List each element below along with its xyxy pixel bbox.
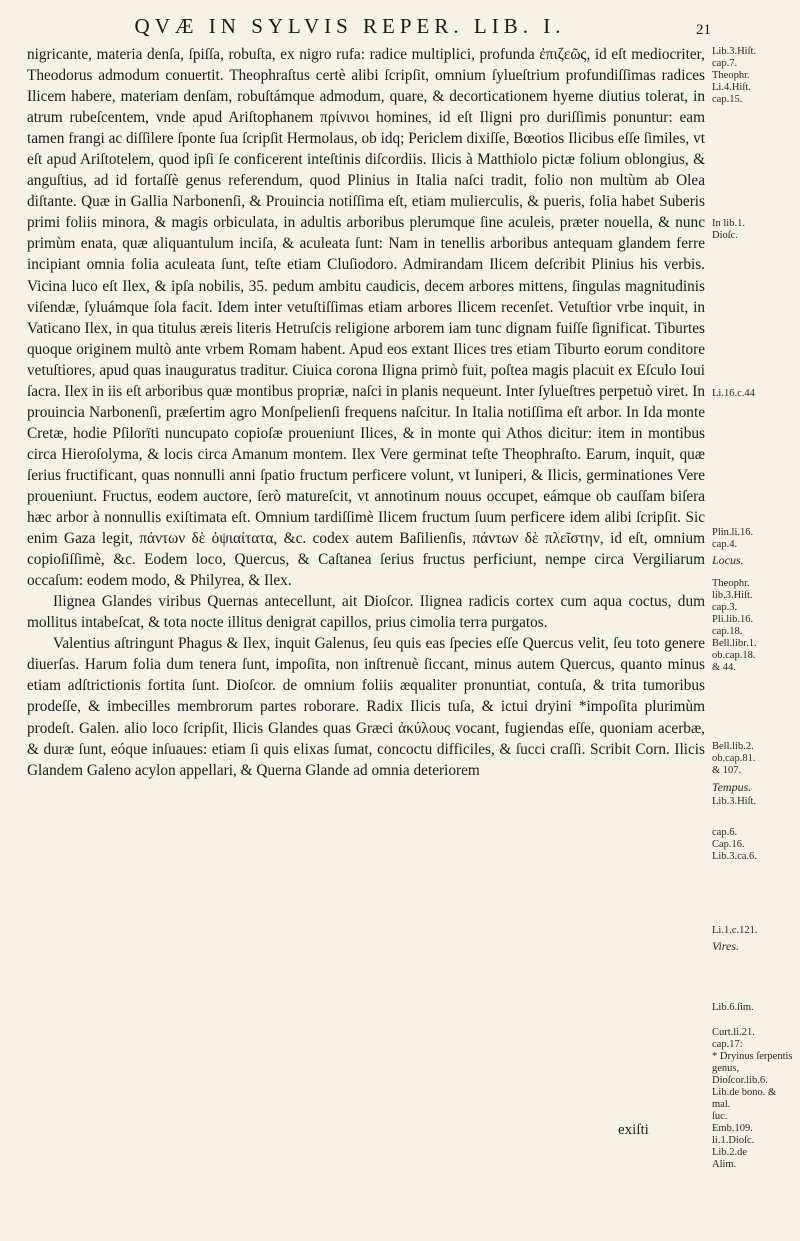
margin-note-line: Bell.libr.1. [712,638,757,649]
margin-note-line: cap.4. [712,539,738,550]
margin-note-line: Vires. [712,939,739,953]
margin-note [712,827,794,863]
margin-note-line: lib.3.Hiſt. [712,590,753,601]
page-number: 21 [696,22,711,38]
running-head: QVÆ IN SYLVIS REPER. LIB. I. [134,14,566,38]
margin-note-line: Lib.6.ſim. [712,1002,754,1013]
margin-note [712,554,794,566]
margin-note [712,218,794,242]
paragraph: nigricante, materia denſa, ſpiſſa, robuſta, ex nigro rufa: radice multiplici, profunda ἐπιζεῶς, id eſt mediocriter, Theodorus admodum conuertit. Theophraſtus certè alibi ſcripſit, omnium ſylueſtrium profundiſſimas radices Ilicem habere, materiam denſam, robuſtámque admodum, quare, & decorticationem hyeme diutius tolerat, in atrum rubeſcentem, vnde apud Ariſtophanem πρίνινοι homines, id eſt Iligni pro duriſſimis ponuntur: eam tamen frangi ac diſſilere ſponte ſua ſcripſit Hermolaus, ob idq; Periclem dixiſſe, Bœotios Ilicibus eſſe ſimiles, vt eſt apud Ariſtotelem, quod ipſi ſe conficerent inteſtinis diſcordiis. Ilicis à Matthiolo pictæ folium oblongius, & anguſtius, ad id fortaſſè genus referendum, quod Plinius in Italia naſci tradit, folio non multùm ab Olea diſtante. Quæ in Gallia Narbonenſi, & Prouincia notiſſima eſt, etiam mulierculis, & pueris, folia habet Suberis primi foliis minora, & magis orbiculata, in adultis arboribus plerumque ſine aculeis, præter nouella, & nunc primùm enata, quæ aliquantulum inciſa, & aculeata ſunt: Nam in tenellis arboribus antequam glandem ferre incipiant omnia folia aculeata ſunt, teſte etiam Cluſiodoro. Admirandam Ilicem deſcribit Plinius his verbis. Vicina luco eſt Ilex, & ipſa nobilis, 35. pedum ambitu caudicis, decem arbores mittens, ſingulas magnitudinis viſendæ, ſyluámque ſola facit. Idem inter vetuſtiſſimas etiam arbores Ilicem recenſet. Vetuſtior vrbe inquit, in Vaticano Ilex, in qua titulus æreis literis Hetruſcis religione arborem iam tunc dignam fuiſſe ſignificat. Tiburtes quoque originem multò ante vrbem Romam habent. Apud eos extant Ilices tres etiam Tiburto eorum conditore vetuſtiores, apud quas inauguratus traditur. Ciuica corona Iligna primò fuit, poſtea magis placuit ex Eſculo Ioui ſacra. Ilex in iis eſt arboribus quæ montibus propriæ, naſci in planis nequeunt. Inter ſylueſtres perpetuò viret. In prouincia Narbonenſi, præſertim agro Monſpelienſi frequens naſcitur. In Italia notiſſima eſt arbor. In Ida monte Cretæ, hodie Pſilorïti nuncupato copioſæ proueniunt Ilices, & in monte qui Athos dicitur: item in montibus circa Hieroſolyma, & locis circa Amanum montem. Ilex Vere germinat teſte Theophraſto. Earum, inquit, quæ ſerius fructificant, quas nonnulli anni ſpatio fructum perficere volunt, vt Iuniperi, & Ilicis, germinationes Vere proueniunt. Fructus, eodem auctore, ſerò matureſcit, vt annotinum nouus occupet, eámque ob cauſſam biſera hæc arbor à nonnullis exiſtimata eſt. Omnium tardiſſimè Ilicem fructum ſuum perficere idem alibi ſcripſit. Sic enim Gaza legit, πάντων δὲ ὀψιαίτατα, &c. codex autem Baſilienſis, πάντων δὲ πλεῖστην, id eſt, omnium copioſiſſimè, &c. Eodem loco, Quercus, & Caſtanea ſerius fructus perficiunt, nempe circa Vergiliarum occaſum: eodem modo, & Philyrea, & Ilex. [27,46,705,590]
margin-note-line: * Dryinus ſerpentis genus, [712,1051,793,1074]
margin-note-line: Plin.li.16. [712,527,754,538]
margin-note-line: & 107. [712,765,742,776]
margin-note-line: Theophr. [712,578,750,589]
margin-note-line: Theophr. [712,70,750,81]
margin-note-line: Bell.lib.2. [712,741,754,752]
margin-note-line: Cap.16. [712,839,745,850]
margin-note-line: cap.18. [712,626,743,637]
body-text [27,44,705,781]
margin-note [712,925,794,937]
margin-note [712,796,794,808]
paragraph: Valentius aſtringunt Phagus & Ilex, inquit Galenus, ſeu quis eas ſpecies eſſe Quercus velit, ſeu toto genere diuerſas. Harum folia dum tenera ſunt, impoſita, non inſtrenuè ſiccant, minus autem Quercus, quanto minus etiam adſtrictionis fortita ſunt. Dioſcor. de omnium foliis æqualiter pronuntiat, contuſa, & trita tumoribus prodeſſe, & imbecilles membrorum partes roborare. Radix Ilicis tuſa, & ictui dryini *impoſita plurimùm prodeſt. Galen. alio loco ſcripſit, Ilicis Glandes quas Græci ἀκύλους vocant, fugiendas eſſe, quoniam acerbæ, & duræ ſunt, eóque inſuaues: etiam ſi quis elixas ſumat, concoctu difficiles, & ſucci craſſi. Scribit Corn. Ilicis Glandem Galeno acylon appellari, & Querna Glande ad omnia deteriorem [27,635,705,779]
margin-note-line: cap.7. [712,58,738,69]
margin-note-line: Lib.2.de [712,1147,747,1158]
margin-note [712,1002,794,1014]
margin-note-line: Pli.lib.16. [712,614,754,625]
margin-note [712,1027,794,1171]
margin-note [712,527,794,551]
margin-note-line: Emb.109. [712,1123,753,1134]
margin-note-line: cap.15. [712,94,743,105]
margin-note-line: cap.17: [712,1039,743,1050]
margin-note-line: Li.16.c.44 [712,388,755,399]
margin-note [712,741,794,777]
margin-note-line: & 44. [712,662,736,673]
margin-note-line: cap.6. [712,827,738,838]
margin-note [712,781,794,793]
margin-note-line: Dioſc. [712,230,738,241]
margin-note-line: ob.cap.81. [712,753,756,764]
catchword: exiſti [618,1122,649,1138]
margin-note-line: Lib.3.ca.6. [712,851,757,862]
margin-note [712,940,794,952]
margin-note [712,46,794,106]
margin-note-line: Curt.li.21. [712,1027,755,1038]
margin-note-line: Lib.3.Hiſt. [712,796,757,807]
margin-note-line: Tempus. [712,780,752,794]
margin-note-line: Li.4.Hiſt. [712,82,751,93]
margin-note [712,578,794,674]
margin-note-line: Locus. [712,553,744,567]
margin-note-line: Alim. [712,1159,737,1170]
margin-note-line: cap.3. [712,602,738,613]
margin-note-line: In lib.1. [712,218,745,229]
margin-note-line: Dioſcor.lib.6. [712,1075,768,1086]
margin-note-line: li.1.Dioſc. [712,1135,755,1146]
paragraph: Ilignea Glandes viribus Quernas antecellunt, ait Dioſcor. Ilignea radicis cortex cum aqua coctus, dum mollitus intabeſcat, & tota nocte illitus denigrat capillos, prius cimolia terra purgatos. [27,593,705,632]
margin-note-line: Lib.de bono. & mal. [712,1087,777,1110]
margin-note-line: Li.1.c.121. [712,925,758,936]
margin-note-line: ob.cap.18. [712,650,756,661]
margin-note-line: ſuc. [712,1111,728,1122]
margin-note-line: Lib.3.Hiſt. [712,46,757,57]
margin-note [712,388,794,400]
